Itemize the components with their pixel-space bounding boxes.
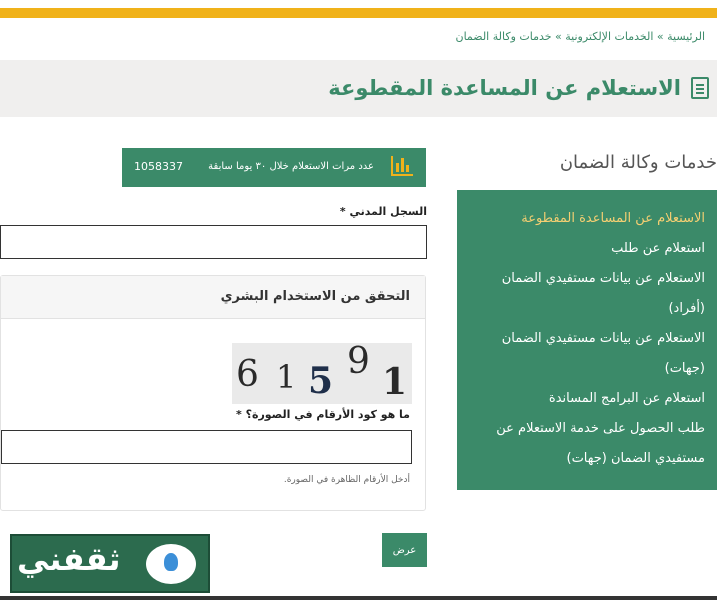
sidebar-item-lump-sum-assistance[interactable]: الاستعلام عن المساعدة المقطوعة <box>521 211 705 226</box>
captcha-digit: 1 <box>276 358 297 396</box>
sidebar-item-support-programs[interactable]: استعلام عن البرامج المساندة <box>548 391 705 406</box>
watermark-logo <box>10 534 210 593</box>
submit-button[interactable]: عرض <box>382 533 427 567</box>
top-accent-bar <box>0 8 717 18</box>
sidebar-item-beneficiaries-individuals[interactable]: الاستعلام عن بيانات مستفيدي الضمان <box>501 271 705 286</box>
page-title: الاستعلام عن المساعدة المقطوعة <box>328 76 681 100</box>
sidebar-nav <box>457 190 717 490</box>
title-band <box>0 60 717 117</box>
civil-registry-input[interactable] <box>0 225 427 259</box>
sidebar-item-beneficiaries-entities[interactable]: الاستعلام عن بيانات مستفيدي الضمان <box>501 331 705 346</box>
bottom-border <box>0 596 717 600</box>
sidebar-item-inquiry-service-request-cont[interactable]: مستفيدي الضمان (جهات) <box>566 451 705 466</box>
watermark-text: ثقفني <box>17 540 121 578</box>
captcha-input[interactable] <box>1 430 412 464</box>
captcha-header <box>1 276 425 319</box>
sidebar-heading: خدمات وكالة الضمان <box>559 152 717 173</box>
document-icon <box>691 77 709 99</box>
captcha-digit: 6 <box>236 354 259 395</box>
sidebar-item-beneficiaries-individuals-tag[interactable]: (أفراد) <box>668 301 705 316</box>
captcha-title: التحقق من الاستخدام البشري <box>220 289 410 304</box>
sidebar-item-request-inquiry[interactable]: استعلام عن طلب <box>611 241 705 256</box>
captcha-digit: 5 <box>308 360 334 402</box>
inquiry-stats-bar <box>122 148 426 187</box>
stats-label: عدد مرات الاستعلام خلال ٣٠ يوما سابقة <box>208 161 374 172</box>
captcha-image <box>232 343 412 404</box>
lightbulb-icon <box>164 553 178 571</box>
captcha-question: ما هو كود الأرقام في الصورة؟ * <box>236 408 410 421</box>
captcha-hint: أدخل الأرقام الظاهرة في الصورة. <box>283 475 410 485</box>
sidebar-item-beneficiaries-entities-tag[interactable]: (جهات) <box>664 361 705 376</box>
breadcrumb[interactable]: الرئيسية » الخدمات الإلكترونية » خدمات وكالة الضمان <box>455 30 705 43</box>
captcha-digit: 9 <box>347 341 370 382</box>
bar-chart-icon <box>391 156 413 176</box>
stats-count: 1058337 <box>134 160 183 173</box>
sidebar-item-inquiry-service-request[interactable]: طلب الحصول على خدمة الاستعلام عن <box>496 421 705 436</box>
civil-registry-label: السجل المدني * <box>339 205 427 218</box>
captcha-card <box>0 275 426 511</box>
captcha-digit: 1 <box>382 361 408 403</box>
